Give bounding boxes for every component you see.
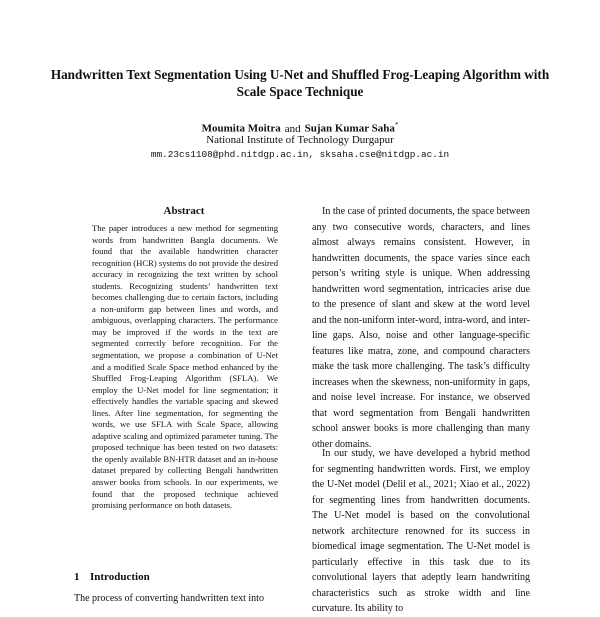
affiliation: National Institute of Technology Durgapur: [206, 134, 394, 146]
author-name: Sujan Kumar Saha: [304, 122, 395, 135]
body-paragraph: In the case of printed documents, the space between any two consecutive words, characters, and lines almost always remains consistent. However, in handwritten documents, the space varies since each person’s writing style is unique. When addressing handwritten word segmentation, intricacies arise due to the presence of slant and skew at the word level and the non-uniform inter-word, intra-word, and inter-line gaps. Also, noise and other language-specific features like matra, zone, and compound characters make the task more challenging. The task’s difficulty increases when the skewness, non-uniformity in gaps, and noise level increase. For instance, we observed that word segmentation from Bengali handwritten school answer books is more challenging than many other domains.: [312, 206, 530, 450]
author-name: Moumita Moitra: [201, 122, 281, 135]
section-title: Introduction: [90, 571, 150, 583]
abstract-text: The paper introduces a new method for segmenting words from handwritten Bangla documents. We found that the available handwritten character recognition (HCR) systems do not provide the desired accuracy in recognizing the text written by school students. Recognizing students’ handwritten text becomes challenging due to certain factors, including a non-uniform gap between lines and words, and ambiguous, overlapping characters. The performance may be improved if the words in the text are segmented correctly before recognition. For the segmentation, we propose a combination of U-Net and a modified Scale Space method enhanced by the Shuffled Frog-Leaping Algorithm (SFLA). We employ the U-Net model for line segmentation; it effectively handles the variable spacing and skewed lines. After line segmentation, for segmenting the words, we use SFLA with Scale Space, allowing adaptive scaling and optimized parameter tuning. The proposed technique has been tested on two datasets: the openly available BN-HTR dataset and an in-house dataset prepared by collecting Bengali handwritten answer books from schools. In our experiments, we found that the proposed technique achieved promising performance on both datasets.: [92, 223, 278, 511]
author-emails: mm.23cs1108@phd.nitdgp.ac.in, sksaha.cse@nitdgp.ac.in: [150, 149, 450, 160]
corresponding-author-mark: *: [394, 121, 399, 129]
body-paragraph: In our study, we have developed a hybrid method for segmenting handwritten words. First, we employ the U-Net model (Delil et al., 2021; Xiao et al., 2022) for segmenting lines from handwritten documents. The U-Net model is based on the convolutional network architecture renowned for its success in biomedical image segmentation. The U-Net model is particularly effective in this task due to its convolutional layers that adeptly learn handwriting characteristics such as stroke width and line curvature. Its ability to: [312, 448, 530, 614]
paper-title: Handwritten Text Segmentation Using U-Net and Shuffled Frog-Leaping Algorithm with Scale Space Technique: [50, 67, 550, 99]
introduction-first-line: The process of converting handwritten text into: [74, 593, 264, 604]
section-heading-introduction: [74, 570, 294, 584]
author-conjunction: and: [284, 122, 301, 135]
section-number: 1: [74, 571, 80, 583]
abstract-heading: Abstract: [163, 205, 205, 217]
